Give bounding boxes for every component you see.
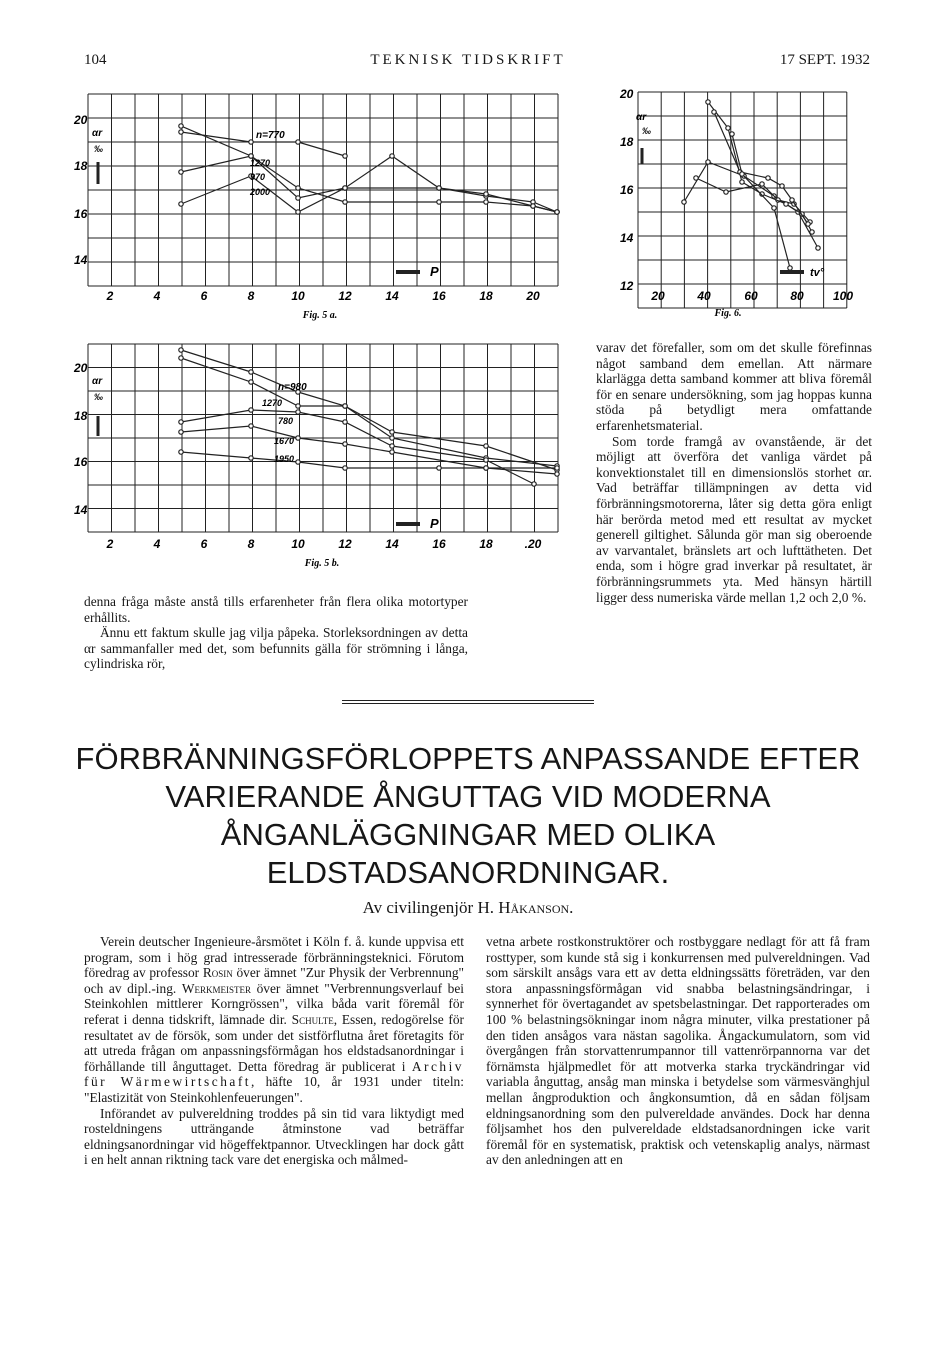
fig5b-series-label: 1270 bbox=[262, 398, 283, 408]
measurement-point bbox=[249, 380, 253, 384]
fig5a-xtick: 14 bbox=[385, 289, 399, 303]
fig5b-xtick: 18 bbox=[479, 537, 493, 551]
fig5a-ytick: 16 bbox=[74, 207, 88, 221]
measurement-point bbox=[179, 124, 183, 128]
measurement-point bbox=[706, 100, 710, 104]
fig5a-xtick: 6 bbox=[200, 289, 208, 303]
byline-prefix: Av civilingenjör H. bbox=[362, 898, 494, 917]
fig5a-ytick: 20 bbox=[74, 113, 88, 127]
fig5b-xtick: 2 bbox=[106, 537, 114, 551]
fig5a-xtick: 2 bbox=[106, 289, 114, 303]
issue-date: 17 SEPT. 1932 bbox=[779, 52, 870, 68]
measurement-point bbox=[343, 200, 347, 204]
measurement-point bbox=[682, 200, 686, 204]
fig5a-series-label: 1270 bbox=[250, 158, 271, 168]
fig5b-yunit: ‰ bbox=[94, 392, 103, 402]
fig6-caption: Fig. 6. bbox=[714, 308, 742, 319]
fig5b-xtick: 8 bbox=[247, 537, 255, 551]
measurement-point bbox=[484, 466, 488, 470]
measurement-point bbox=[179, 430, 183, 434]
measurement-point bbox=[437, 186, 441, 190]
measurement-point bbox=[343, 186, 347, 190]
paragraph: Införandet av pulvereldning troddes på sin tid vara liktydigt med rosteldningens utträngande åtminstone vad beträffar eldningsanordningar vid högeffektpannor. Utvecklingen har dock gått i en helt annan riktning tack vare det energiska och målmed- bbox=[84, 1105, 464, 1168]
measurement-curve bbox=[181, 176, 557, 212]
measurement-point bbox=[179, 348, 183, 352]
figure-5b bbox=[60, 334, 580, 574]
measurement-point bbox=[249, 408, 253, 412]
measurement-point bbox=[810, 230, 814, 234]
measurement-point bbox=[390, 450, 394, 454]
author-name: Håkanson. bbox=[498, 898, 574, 917]
measurement-point bbox=[296, 186, 300, 190]
measurement-point bbox=[780, 184, 784, 188]
fig5b-xtick: 6 bbox=[200, 537, 208, 551]
fig6-xtick: 40 bbox=[697, 289, 711, 303]
measurement-point bbox=[760, 182, 764, 186]
figure-5a bbox=[60, 84, 580, 324]
measurement-point bbox=[555, 210, 559, 214]
fig5b-xtick: 4 bbox=[153, 537, 161, 551]
text-run: , Essen, redogörelse för resultatet av de försök, som under det sistförflutna året företagits för att utreda frågan om anpassningsförmågan hos eldstadsanordningar i förhållande till ånguttaget. Detta föredrag är publicerat i bbox=[84, 1011, 465, 1074]
measurement-point bbox=[179, 356, 183, 360]
fig5b-xtick: 16 bbox=[432, 537, 446, 551]
figure-6 bbox=[612, 82, 860, 322]
measurement-point bbox=[390, 444, 394, 448]
fig5a-ytick: 14 bbox=[74, 253, 88, 267]
measurement-point bbox=[484, 444, 488, 448]
fig5b-curves bbox=[179, 348, 559, 486]
fig5a-xtick: 10 bbox=[291, 289, 305, 303]
measurement-point bbox=[484, 458, 488, 462]
paragraph: denna fråga måste anstå tills erfarenheter från flera olika motortyper erhållits. bbox=[84, 594, 468, 625]
measurement-point bbox=[484, 192, 488, 196]
measurement-point bbox=[343, 154, 347, 158]
right-column-text bbox=[596, 340, 872, 605]
measurement-point bbox=[296, 436, 300, 440]
measurement-point bbox=[179, 420, 183, 424]
measurement-point bbox=[179, 450, 183, 454]
fig5b-y-ticks bbox=[73, 361, 88, 517]
measurement-point bbox=[730, 132, 734, 136]
measurement-curve bbox=[181, 156, 557, 212]
page-number: 104 bbox=[84, 52, 107, 68]
measurement-point bbox=[249, 424, 253, 428]
fig5b-x-ticks bbox=[106, 537, 542, 551]
left-column-text bbox=[84, 594, 468, 672]
fig5b-xlabel: P bbox=[430, 516, 439, 531]
measurement-point bbox=[694, 176, 698, 180]
fig5b-caption: Fig. 5 b. bbox=[304, 558, 340, 569]
paragraph: Ännu ett faktum skulle jag vilja påpeka. Storleksordningen av detta αr sammanfaller med det, som befunnits gälla för strömning i långa, cylindriska rör, bbox=[84, 625, 468, 672]
person-name: Werkmeister bbox=[181, 980, 251, 996]
fig5a-ytick: 18 bbox=[74, 159, 88, 173]
measurement-point bbox=[555, 466, 559, 470]
measurement-point bbox=[712, 110, 716, 114]
fig5a-grid bbox=[88, 94, 558, 286]
fig5b-xtick: 12 bbox=[338, 537, 352, 551]
measurement-point bbox=[390, 436, 394, 440]
fig6-xtick: 60 bbox=[744, 289, 758, 303]
fig6-xlabel: tv° bbox=[810, 267, 825, 279]
article-title: FÖRBRÄNNINGSFÖRLOPPETS ANPASSANDE EFTER VARIERANDE ÅNGUTTAG VID MODERNA ÅNGANLÄGGNINGAR MED OLIKA ELDSTADSANORDNINGAR. bbox=[75, 741, 861, 890]
fig5a-xtick: 4 bbox=[153, 289, 161, 303]
measurement-point bbox=[179, 202, 183, 206]
measurement-point bbox=[390, 154, 394, 158]
fig5a-series-label: 2000 bbox=[250, 187, 271, 197]
fig5b-xtick: 10 bbox=[291, 537, 305, 551]
fig5a-yunit: ‰ bbox=[94, 144, 103, 154]
measurement-point bbox=[249, 370, 253, 374]
journal-title: Archiv für Wärmewirtschaft bbox=[84, 1058, 464, 1090]
paragraph: Som torde framgå av ovanstående, är det möjligt att överföra det vanliga värdet på konvektionstalet till en dimensionslös storhet αr. Vad beträffar tillämpningen av detta vid förbränningsmotorerna, låter sig detta göra enligt här berörda metod med ett resultat av mycket generell giltighet. Sålunda gör man sig oberoende av varvantalet, bränslets art och lufttätheten. Det enda, som i högre grad inverkar på resultatet, är förbränningsrummets yta. Med hänsyn härtill ligger dess numeriska värde mellan 1,2 och 2,0 %. bbox=[596, 433, 872, 605]
measurement-curve bbox=[181, 410, 534, 484]
section-divider bbox=[342, 703, 594, 704]
fig5b-ytick: 16 bbox=[74, 455, 88, 469]
section-divider bbox=[342, 700, 594, 701]
text-run: över ämnet "Verbrennungsverlauf bei Steinkohlen mittlerer Korngrössen", vilka båda varit föremål för referat i denna tidskrift, lämnade dir. bbox=[84, 980, 464, 1027]
measurement-point bbox=[390, 430, 394, 434]
fig5b-series-label: n=980 bbox=[278, 382, 307, 393]
fig5a-series-label: 970 bbox=[250, 172, 266, 182]
paragraph bbox=[84, 934, 464, 1106]
measurement-point bbox=[806, 222, 810, 226]
fig6-ytick: 20 bbox=[620, 87, 634, 101]
fig6-y-ticks bbox=[619, 87, 634, 293]
measurement-point bbox=[724, 190, 728, 194]
measurement-point bbox=[555, 472, 559, 476]
fig6-xtick: 20 bbox=[651, 289, 665, 303]
fig6-xtick: 100 bbox=[832, 289, 854, 303]
measurement-curve bbox=[181, 126, 557, 212]
measurement-point bbox=[706, 160, 710, 164]
fig5a-xtick: 20 bbox=[526, 289, 540, 303]
fig5a-curves bbox=[179, 124, 559, 214]
article-column-2 bbox=[486, 934, 870, 1168]
article-column-1 bbox=[84, 934, 464, 1168]
fig5a-series-label: n=770 bbox=[256, 130, 285, 141]
fig5b-grid bbox=[88, 344, 558, 532]
fig5a-xtick: 16 bbox=[432, 289, 446, 303]
fig6-ytick: 16 bbox=[620, 183, 634, 197]
fig5b-series-label: 1950 bbox=[274, 454, 295, 464]
measurement-point bbox=[772, 206, 776, 210]
journal-name: TEKNISK TIDSKRIFT bbox=[370, 52, 566, 68]
article-byline bbox=[0, 898, 936, 918]
measurement-point bbox=[343, 466, 347, 470]
measurement-point bbox=[179, 130, 183, 134]
fig5a-ylabel: αr bbox=[92, 128, 103, 139]
measurement-point bbox=[179, 170, 183, 174]
measurement-point bbox=[766, 176, 770, 180]
fig5b-series-label: 780 bbox=[278, 416, 294, 426]
fig5b-ytick: 14 bbox=[74, 503, 88, 517]
person-name: Schulte bbox=[291, 1011, 334, 1027]
measurement-point bbox=[726, 126, 730, 130]
measurement-point bbox=[296, 140, 300, 144]
measurement-point bbox=[343, 404, 347, 408]
fig5b-xtick: .20 bbox=[524, 537, 542, 551]
fig6-ytick: 12 bbox=[620, 279, 634, 293]
fig6-ytick: 14 bbox=[620, 231, 634, 245]
fig6-x-ticks bbox=[650, 289, 853, 303]
person-name: Rosin bbox=[202, 965, 233, 981]
fig5a-xtick: 18 bbox=[479, 289, 493, 303]
fig6-yunit: ‰ bbox=[642, 126, 651, 136]
measurement-point bbox=[249, 456, 253, 460]
measurement-point bbox=[296, 196, 300, 200]
measurement-point bbox=[296, 404, 300, 408]
fig5b-ytick: 20 bbox=[74, 361, 88, 375]
measurement-point bbox=[740, 172, 744, 176]
fig5b-ylabel: αr bbox=[92, 376, 103, 387]
fig5b-xtick: 14 bbox=[385, 537, 399, 551]
text-run: över ämnet "Zur Physik der Verbrennung" och av dipl.-ing. bbox=[84, 965, 465, 996]
fig6-ytick: 18 bbox=[620, 135, 634, 149]
fig5b-series-label: 1670 bbox=[274, 436, 295, 446]
measurement-point bbox=[296, 210, 300, 214]
measurement-point bbox=[249, 140, 253, 144]
measurement-point bbox=[437, 466, 441, 470]
measurement-point bbox=[788, 266, 792, 270]
fig5a-xtick: 8 bbox=[247, 289, 255, 303]
fig6-ylabel: αr bbox=[636, 112, 647, 123]
fig5a-xlabel: P bbox=[430, 264, 439, 279]
paragraph: vetna arbete rostkonstruktörer och rostbyggare nedlagt för att få fram rosttyper, som kunde stå sig i konkurrensen med pulvereldningen. Vad som särskilt ansågs vara ett av detta eldningssätts företräden, var den stora anpassningsförmågan vid snabba belastningsändringar, i synnerhet för övertagandet av spetsbelastningar. Det rapporterades om 100 % belastningsökningar inom några minuter, vilka prestationer på den tiden ansågos vara nästan sagolika. Ångackumulatorn, som vid övergången från storvattenrumpannor till vattenrörpannorna var det förnämsta hjälpmedlet för att motverka starka tryckändringar vid variabla ånguttag, ansåg man minska i betydelse som värmesvänghjul mellan ångproduktion och ångkonsumtion, då en sådan följsam eldningsanordning som den pulvereldade användes. Dock har denna följsamhet hos den pulvereldade eldstadsanordningen icke varit föremål för en systematisk, praktisk och vetenskaplig analys, närmast av den anledningen att en bbox=[486, 934, 870, 1168]
fig6-xtick: 80 bbox=[790, 289, 804, 303]
measurement-point bbox=[740, 180, 744, 184]
fig6-curves bbox=[682, 100, 820, 270]
measurement-point bbox=[296, 460, 300, 464]
measurement-point bbox=[296, 410, 300, 414]
text-run: , häfte 10, år 1931 under titeln: "Elastizität von Steinkohlenfeuerungen". bbox=[84, 1074, 464, 1105]
measurement-point bbox=[784, 202, 788, 206]
measurement-point bbox=[790, 198, 794, 202]
measurement-point bbox=[437, 200, 441, 204]
measurement-point bbox=[531, 204, 535, 208]
measurement-point bbox=[816, 246, 820, 250]
measurement-point bbox=[484, 200, 488, 204]
fig5a-y-ticks bbox=[73, 113, 88, 267]
paragraph: varav det förefaller, som om det skulle förefinnas något samband dem emellan. Att närmare klarlägga detta samband kommer att bliva föremål för en senare undersökning, som jag hoppas kunna stöda på betydligt mera omfattande erfarenhetsmaterial. bbox=[596, 340, 872, 433]
text-run: Verein deutscher Ingenieure-årsmötet i Köln f. å. kunde uppvisa ett program, som i hög grad intresserade förbränningsteknici. Förutom föredrag av professor bbox=[84, 934, 464, 981]
measurement-point bbox=[343, 420, 347, 424]
fig5a-x-ticks bbox=[106, 289, 540, 303]
measurement-point bbox=[532, 482, 536, 486]
fig5b-ytick: 18 bbox=[74, 409, 88, 423]
fig5a-caption: Fig. 5 a. bbox=[302, 310, 338, 321]
measurement-point bbox=[343, 442, 347, 446]
fig5a-xtick: 12 bbox=[338, 289, 352, 303]
